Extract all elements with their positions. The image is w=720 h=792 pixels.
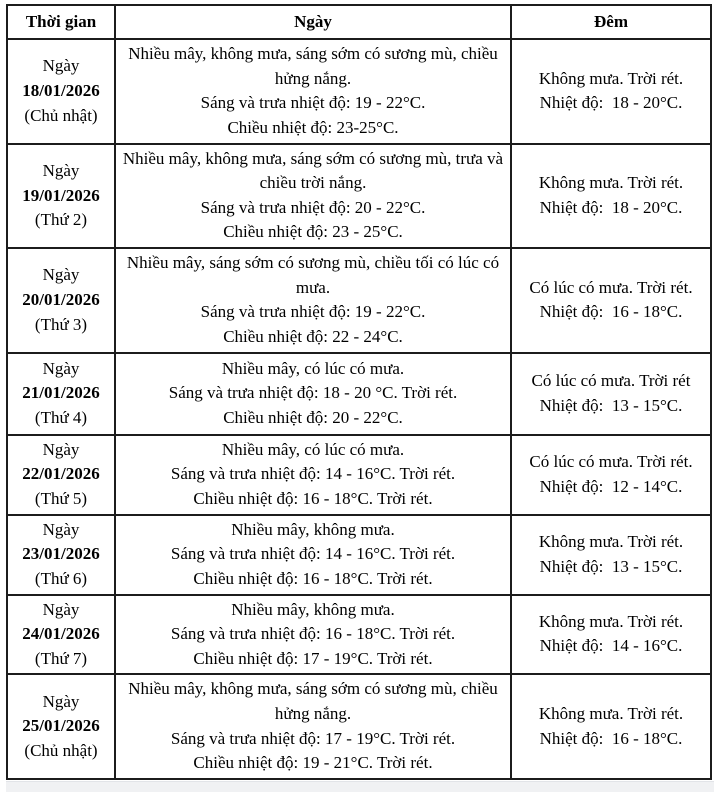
night-forecast-cell (511, 435, 711, 515)
weekday-label: (Chủ nhật) (24, 741, 98, 761)
time-prefix-label: Ngày (42, 265, 80, 285)
night-weather-summary: Không mưa. Trời rét. (538, 704, 684, 724)
night-weather-summary: Không mưa. Trời rét. (538, 611, 684, 631)
forecast-row (7, 435, 711, 515)
date-label: 18/01/2026 (22, 80, 100, 100)
weekday-label: (Thứ 7) (34, 648, 88, 668)
time-prefix-label: Ngày (42, 358, 80, 378)
day-weather-summary: Nhiều mây, sáng sớm có sương mù, chiều tối có lúc có mưa. (126, 253, 504, 297)
date-label: 23/01/2026 (22, 544, 100, 564)
forecast-row (7, 39, 711, 144)
night-temperature: Nhiệt độ: 16 - 18°C. (539, 728, 683, 748)
day-forecast-cell (115, 39, 511, 144)
day-morning-temperature: Sáng và trưa nhiệt độ: 19 - 22°C. (200, 93, 426, 113)
header-row (7, 5, 711, 39)
day-forecast-cell (115, 674, 511, 779)
night-weather-summary: Không mưa. Trời rét. (538, 68, 684, 88)
night-forecast-cell (511, 515, 711, 595)
time-prefix-label: Ngày (42, 160, 80, 180)
day-weather-summary: Nhiều mây, không mưa. (231, 519, 395, 539)
day-weather-summary: Nhiều mây, không mưa, sáng sớm có sương mù, chiều hửng nắng. (128, 44, 503, 88)
forecast-row (7, 144, 711, 249)
day-afternoon-temperature: Chiều nhiệt độ: 22 - 24°C. (223, 327, 403, 347)
col-header-night: Đêm (511, 5, 711, 39)
day-forecast-cell (115, 435, 511, 515)
day-weather-summary: Nhiều mây, có lúc có mưa. (221, 358, 405, 378)
day-morning-temperature: Sáng và trưa nhiệt độ: 20 - 22°C. (200, 197, 426, 217)
night-forecast-cell (511, 39, 711, 144)
weekday-label: (Thứ 2) (34, 210, 88, 230)
forecast-row (7, 595, 711, 675)
night-temperature: Nhiệt độ: 18 - 20°C. (539, 93, 683, 113)
day-forecast-cell (115, 144, 511, 249)
day-morning-temperature: Sáng và trưa nhiệt độ: 19 - 22°C. (200, 302, 426, 322)
forecast-row (7, 674, 711, 779)
weekday-label: (Thứ 3) (34, 314, 88, 334)
weekday-label: (Thứ 4) (34, 408, 88, 427)
date-label: 20/01/2026 (22, 290, 100, 310)
day-afternoon-temperature: Chiều nhiệt độ: 23 - 25°C. (223, 222, 403, 242)
forecast-table-header (7, 5, 711, 39)
time-prefix-label: Ngày (42, 519, 80, 539)
col-header-time: Thời gian (7, 5, 115, 39)
day-forecast-cell (115, 515, 511, 595)
night-temperature: Nhiệt độ: 18 - 20°C. (539, 197, 683, 217)
weekday-label: (Thứ 6) (34, 568, 88, 588)
forecast-table (6, 4, 712, 780)
weekday-label: (Chủ nhật) (24, 105, 98, 125)
time-prefix-label: Ngày (42, 439, 80, 459)
forecast-row (7, 515, 711, 595)
day-weather-summary: Nhiều mây, không mưa. (231, 599, 395, 619)
time-cell (7, 39, 115, 144)
date-label: 21/01/2026 (22, 383, 100, 403)
forecast-row (7, 248, 711, 353)
forecast-table-body (7, 39, 711, 779)
date-label: 19/01/2026 (22, 185, 100, 205)
night-weather-summary: Có lúc có mưa. Trời rét. (529, 277, 693, 297)
night-forecast-cell (511, 248, 711, 353)
night-forecast-cell (511, 674, 711, 779)
time-prefix-label: Ngày (42, 599, 80, 619)
night-temperature: Nhiệt độ: 14 - 16°C. (539, 636, 683, 656)
date-label: 22/01/2026 (22, 464, 100, 484)
time-cell (7, 144, 115, 249)
night-temperature: Nhiệt độ: 13 - 15°C. (539, 556, 683, 576)
time-cell (7, 353, 115, 435)
weekday-label: (Thứ 5) (34, 488, 88, 508)
time-cell (7, 435, 115, 515)
forecast-row (7, 353, 711, 435)
time-cell (7, 674, 115, 779)
date-label: 25/01/2026 (22, 716, 100, 736)
day-forecast-cell (115, 353, 511, 435)
night-temperature: Nhiệt độ: 12 - 14°C. (539, 476, 683, 496)
col-header-day: Ngày (115, 5, 511, 39)
night-forecast-cell (511, 144, 711, 249)
night-temperature: Nhiệt độ: 16 - 18°C. (539, 302, 683, 322)
day-forecast-cell (115, 595, 511, 675)
day-afternoon-temperature: Chiều nhiệt độ: 16 - 18°C. Trời rét. (193, 488, 433, 508)
day-morning-temperature: Sáng và trưa nhiệt độ: 16 - 18°C. Trời rét. (170, 624, 456, 644)
time-prefix-label: Ngày (42, 56, 80, 76)
time-cell (7, 595, 115, 675)
day-weather-summary: Nhiều mây, không mưa, sáng sớm có sương mù, chiều hửng nắng. (128, 679, 503, 724)
day-afternoon-temperature: Chiều nhiệt độ: 17 - 19°C. Trời rét. (193, 648, 433, 668)
day-forecast-cell (115, 248, 511, 353)
day-weather-summary: Nhiều mây, không mưa, sáng sớm có sương mù, trưa và chiều trời nắng. (122, 148, 508, 193)
night-forecast-cell (511, 595, 711, 675)
day-afternoon-temperature: Chiều nhiệt độ: 23-25°C. (227, 117, 399, 137)
day-morning-temperature: Sáng và trưa nhiệt độ: 14 - 16°C. Trời rét. (170, 544, 456, 564)
day-morning-temperature: Sáng và trưa nhiệt độ: 18 - 20 °C. Trời rét. (168, 383, 458, 403)
night-weather-summary: Có lúc có mưa. Trời rét (531, 371, 691, 391)
night-weather-summary: Không mưa. Trời rét. (538, 173, 684, 193)
day-morning-temperature: Sáng và trưa nhiệt độ: 14 - 16°C. Trời rét. (170, 464, 456, 484)
day-afternoon-temperature: Chiều nhiệt độ: 16 - 18°C. Trời rét. (193, 568, 433, 588)
night-weather-summary: Có lúc có mưa. Trời rét. (529, 452, 693, 471)
time-cell (7, 515, 115, 595)
time-prefix-label: Ngày (42, 691, 80, 711)
day-morning-temperature: Sáng và trưa nhiệt độ: 17 - 19°C. Trời rét. (170, 728, 456, 748)
day-afternoon-temperature: Chiều nhiệt độ: 20 - 22°C. (223, 408, 403, 427)
date-label: 24/01/2026 (22, 624, 100, 644)
night-forecast-cell (511, 353, 711, 435)
time-cell (7, 248, 115, 353)
night-temperature: Nhiệt độ: 13 - 15°C. (539, 395, 683, 415)
day-afternoon-temperature: Chiều nhiệt độ: 19 - 21°C. Trời rét. (193, 753, 433, 773)
day-weather-summary: Nhiều mây, có lúc có mưa. (221, 439, 405, 459)
night-weather-summary: Không mưa. Trời rét. (538, 531, 684, 551)
